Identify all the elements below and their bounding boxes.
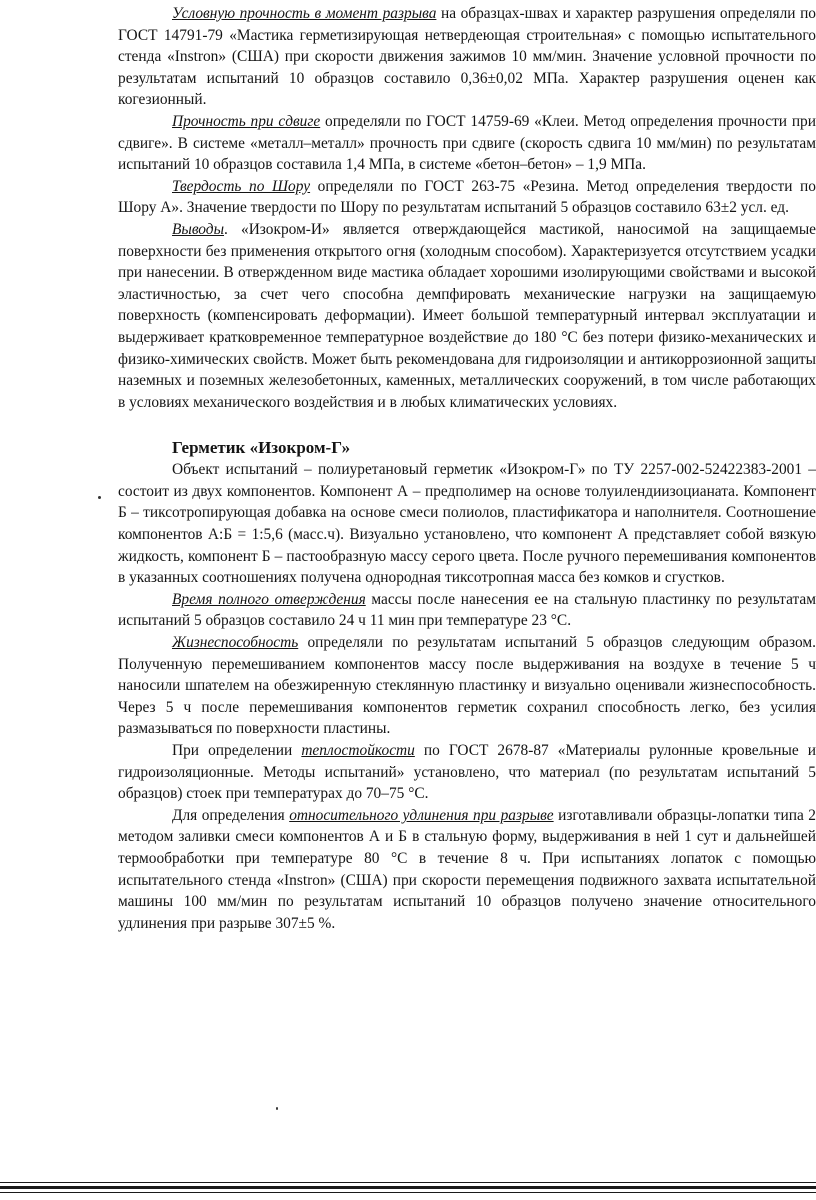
paragraph-text: определяли по ГОСТ 263-75 «Резина. Метод определения твердости по Шору А». Значение твердости по Шору по результатам испытаний 5 образцов составило 63±2 усл. ед.: [118, 177, 816, 217]
paragraph-lead-in: При определении: [172, 742, 302, 759]
paragraph-conclusions: [118, 219, 816, 413]
scan-speck: [98, 496, 101, 499]
paragraph-text: определяли по ГОСТ 14759-69 «Клеи. Метод определения прочности при сдвиге». В системе «металл–металл» прочность при сдвиге (скорость сдвига 10 мм/мин) по результатам испытаний 10 образцов составила 1,4 МПа, в системе «бетон–бетон» – 1,9 МПа.: [118, 112, 816, 174]
scan-speck: [276, 1107, 278, 1110]
paragraph-tensile-strength: [118, 3, 816, 111]
paragraph-shear-strength: [118, 111, 816, 176]
paragraph-test-object: [118, 459, 816, 589]
term-pot-life: Жизнеспособность: [172, 634, 299, 652]
term-elongation: относительного удлинения при разрыве: [289, 806, 554, 824]
paragraph-elongation: [118, 805, 816, 935]
term-cure-time: Время полного отверждения: [172, 590, 366, 608]
term-shore-hardness: Твердость по Шору: [172, 177, 311, 195]
term-tensile-strength: Условную прочность в момент разрыва: [172, 5, 437, 22]
paragraph-shore-hardness: [118, 176, 816, 219]
paragraph-cure-time: [118, 589, 816, 632]
document-page: [118, 3, 816, 934]
paragraph-text: по ГОСТ 2678-87 «Материалы рулонные кровельные и гидроизоляционные. Методы испытаний» установлено, что материал (по результатам испытаний 5 образцов) стоек при температурах до 70–75 °С.: [118, 742, 816, 803]
footer-rule: [0, 1186, 816, 1189]
paragraph-text: . «Изокром-И» является отверждающейся мастикой, наносимой на защищаемые поверхности без применения открытого огня (холодным способом). Характеризуется отсутствием усадки при нанесении. В отвержденном виде мастика обладает хорошими изолирующими свойствами и высокой эластичностью, за счет чего способна демпфировать механические нагрузки на защищаемую поверхность (компенсировать деформации). Имеет большой температурный интервал эксплуатации и выдерживает кратковременное температурное воздействие до 180 °С без потери физико-механических и физико-химических свойств. Может быть рекомендована для гидроизоляции и антикоррозионной защиты наземных и поземных железобетонных, каменных, металлических сооружений, в том числе работающих в условиях механического воздействия и в любых климатических условиях.: [118, 220, 816, 411]
footer-rule: [0, 1192, 816, 1193]
paragraph-pot-life: [118, 632, 816, 740]
term-conclusions: Выводы: [172, 220, 225, 238]
paragraph-text: Объект испытаний – полиуретановый герметик «Изокром-Г» по ТУ 2257-002-52422383-2001 – состоит из двух компонентов. Компонент А – предполимер на основе толуилендиизоцианата. Компонент Б – тиксотропирующая добавка на основе смеси полиолов, пластификатора и наполнителя. Соотношение компонентов А:Б = 1:5,6 (масс.ч). Визуально установлено, что компонент А представляет собой вязкую жидкость, компонент Б – пастообразную массу серого цвета. После ручного перемешивания компонентов в указанных соотношениях получена однородная тиксотропная масса без комков и сгустков.: [118, 461, 816, 587]
paragraph-text: массы после нанесения ее на стальную пластинку по результатам испытаний 5 образцов составило 24 ч 11 мин при температуре 23 °С.: [118, 590, 816, 630]
term-heat-resistance: теплостойкости: [301, 742, 415, 759]
paragraph-text: определяли по результатам испытаний 5 образцов следующим образом. Полученную перемешиванием компонентов массу после выдерживания на воздухе в течение 5 ч наносили шпателем на обезжиренную стеклянную пластинку и визуально оценивали жизнеспособность. Через 5 ч после перемешивания компонентов герметик сохранил способность легко, без усилия размазываться по поверхности пластины.: [118, 634, 816, 738]
section-title: Герметик «Изокром-Г»: [172, 438, 351, 458]
footer-rule: [0, 1182, 816, 1183]
paragraph-text: изготавливали образцы-лопатки типа 2 методом заливки смеси компонентов А и Б в стальную форму, выдерживания в ней 1 сут и дальнейшей термообработки при температуре 80 °С в течение 8 ч. При испытаниях лопаток с помощью испытательного стенда «Instron» (США) при скорости перемещения подвижного захвата испытательной машины 100 мм/мин по результатам испытаний 10 образцов получено значение относительного удлинения при разрыве 307±5 %.: [118, 806, 816, 932]
term-shear-strength: Прочность при сдвиге: [172, 112, 321, 130]
paragraph-text: на образцах-швах и характер разрушения определяли по ГОСТ 14791-79 «Мастика герметизирующая нетвердеющая строительная» с помощью испытательного стенда «Instron» (США) при скорости движения зажимов 10 мм/мин. Значение условной прочности по результатам испытаний 10 образцов составило 0,36±0,02 МПа. Характер разрушения оценен как когезионный.: [118, 5, 816, 109]
paragraph-heat-resistance: [118, 740, 816, 805]
paragraph-lead-in: Для определения: [172, 806, 290, 824]
